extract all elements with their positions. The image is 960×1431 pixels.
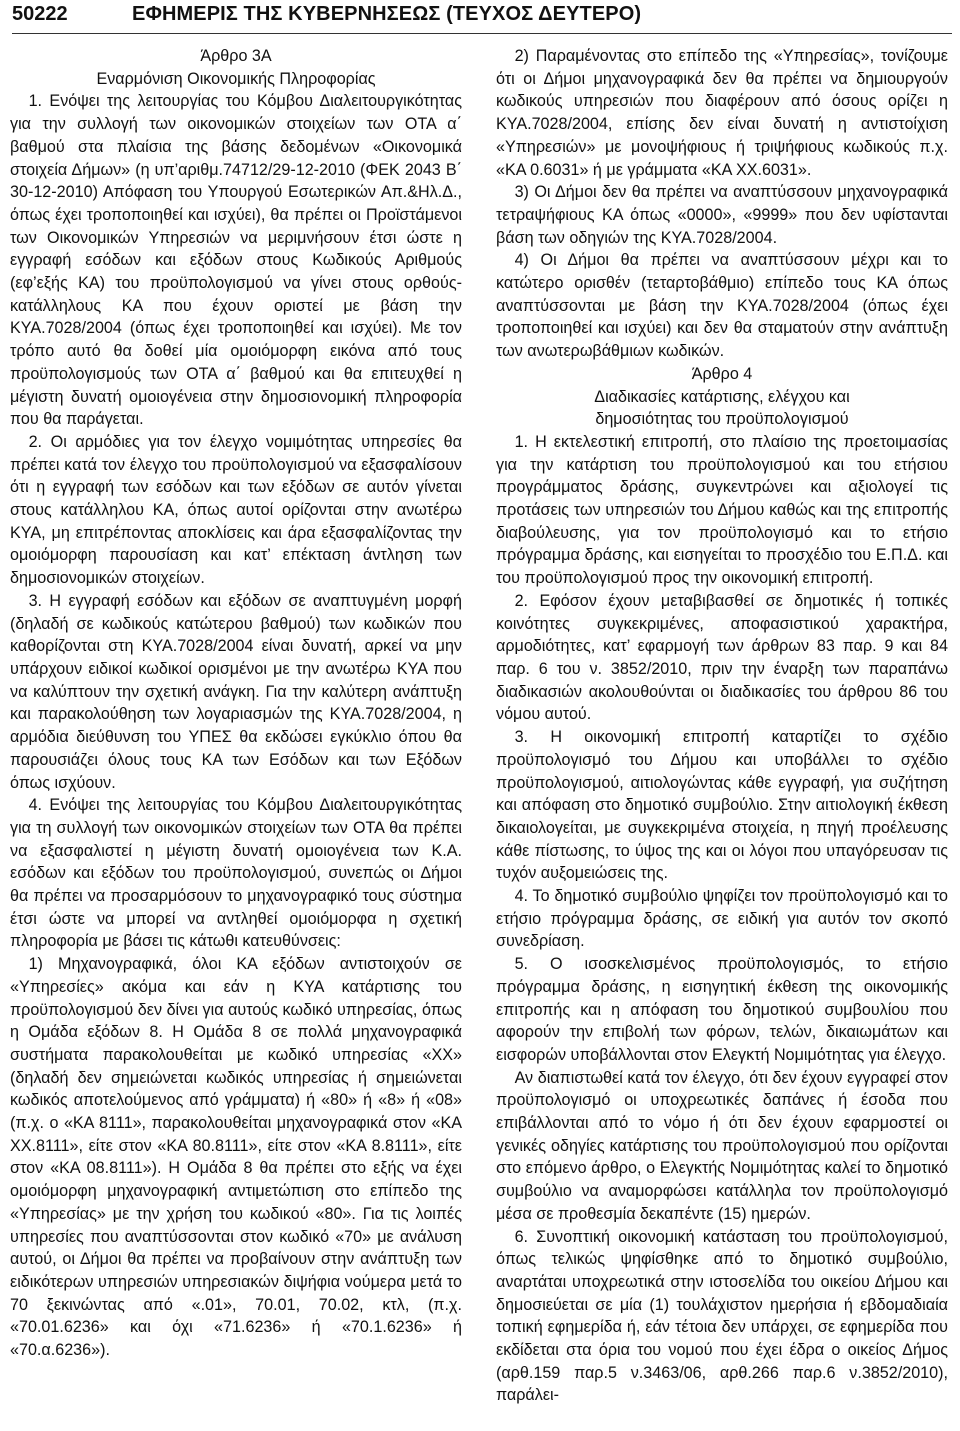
paragraph: 1. Η εκτελεστική επιτροπή, στο πλαίσιο της προετοιμασίας για την κατάρτιση του προϋπολογισμού και του ετήσιου προγράμματος δράσης, συγκεντρώνει και αξιολογεί τις προτάσεις των υπηρεσιών του Δήμου καθώς και της επιτροπής διαβούλευσης, για τον προϋπολογισμό και το ετήσιο πρόγραμμα δράσης, και εισηγείται το προσχέδιο του Ε.Π.Δ. και του προϋπολογισμού προς την οικονομική επιτροπή. — [496, 432, 948, 588]
paragraph: 1. Ενόψει της λειτουργίας του Κόμβου Διαλειτουργικότητας για την συλλογή των οικονομικών στοιχείων των ΟΤΑ α΄ βαθμού στα πλαίσια της βάσης δεδομένων «Οικονομικά στοιχεία Δήμων» (η υπ’αριθμ.74712/29-12-2010 (ΦΕΚ 2043 Β΄ 30-12-2010) Απόφαση του Υπουργού Εσωτερικών Απ.&Ηλ.Δ., όπως έχει τροποποιηθεί και ισχύει), θα πρέπει οι Προϊστάμενοι των Οικονομικών Υπηρεσιών να μεριμνήσουν έτσι ώστε η εγγραφή εσόδων και εξόδων στους Κωδικούς Αριθμούς (εφ’εξής ΚΑ) του προϋπολογισμού να γίνει στους ορθούς-κατάλληλους ΚΑ που έχουν οριστεί με βάση την ΚΥΑ.7028/2004 (όπως έχει τροποποιηθεί και ισχύει). Με τον τρόπο αυτό θα δοθεί μία ομοιόμορφη εικόνα από τους προϋπολογισμούς των ΟΤΑ α΄ βαθμού και θα επιτευχθεί η μέγιστη δυνατή ομοιογένεια στην δημοσιονομική πληροφορία που θα παράγεται. — [10, 92, 462, 429]
paragraph: 4) Οι Δήμοι θα πρέπει να αναπτύσσουν μέχρι και το κατώτερο ορισθέν (τεταρτοβάθμιο) επίπεδο τους ΚΑ όπως αναπτύσσονται με βάση την ΚΥΑ.7028/2004 (όπως έχει τροποποιηθεί και ισχύει) και δεν θα σταματούν στην ανάπτυξη των ανωτερωβάθμιων κωδικών. — [496, 251, 948, 361]
paragraph: 6. Συνοπτική οικονομική κατάσταση του προϋπολογισμού, όπως τελικώς ψηφίσθηκε από το δημοτικό συμβούλιο, αναρτάται υποχρεωτικά στην ιστοσελίδα του οικείου Δήμου και δημοσιεύεται σε μία (1) τουλάχιστον ημερήσια ή εβδομαδιαία τοπική εφημερίδα ή, εάν τέτοια δεν υπάρχει, σε εφημερίδα που εκδίδεται στα όρια του νομού που έχει έδρα ο οικείος Δήμος (αρθ.159 παρ.5 ν.3463/06, αρθ.266 παρ.6 ν.3852/2010), παράλει- — [496, 1227, 948, 1405]
paragraph: 3. Η οικονομική επιτροπή καταρτίζει το σχέδιο προϋπολογισμό του Δήμου και υποβάλλει το σχέδιο προϋπολογισμού, αιτιολογώντας κάθε εγγραφή, για συζήτηση και απόφαση στο δημοτικό συμβούλιο. Στην αιτιολογική έκθεση δικαιολογείται, με συγκεκριμένα στοιχεία, η πηγή προέλευσης κάθε πίστωσης, το ύψος της και οι λόγοι που υπαγόρευσαν τις τυχόν αυξομειώσεις της. — [496, 728, 948, 883]
article-title-line-2: δημοσιότητας του προϋπολογισμού — [595, 410, 849, 429]
header-rule — [12, 33, 952, 34]
paragraph: 1) Μηχανογραφικά, όλοι ΚΑ εξόδων αντιστοιχούν σε «Υπηρεσίες» ακόμα και εάν η ΚΥΑ κατάρτισης του προϋπολογισμού δεν δίνει για αυτούς κωδικό υπηρεσίας, όπως η Ομάδα εξόδων 8. Η Ομάδα 8 σε πολλά μηχανογραφικά συστήματα παρακολουθείται με κωδικό υπηρεσίας «ΧΧ» (δηλαδή δεν σημειώνεται κωδικός υπηρεσίας ή σημειώνεται κωδικός αποτελούμενος από γράμματα) ή «80» ή «8» ή «08» (π.χ. ο «ΚΑ 8111», παρακολουθείται μηχανογραφικά στον «ΚΑ ΧΧ.8111», είτε στον «ΚΑ 80.8111», είτε στον «ΚΑ 8.8111», είτε στον «ΚΑ 08.8111»). Η Ομάδα 8 θα πρέπει στο εξής να έχει ομοιόμορφη μηχανογραφική αντιμετώπιση στο επίπεδο της «Υπηρεσίας» με την χρήση του κωδικού «80». Για τις λοιπές υπηρεσίες που αναπτύσσονται στον κωδικό «70» με ανάλυση αυτού, οι Δήμοι θα πρέπει να προβαίνουν στην ανάπτυξη των ειδικότερων υπηρεσιών υπηρεσιακών διψήφια νούμερα μετά το 70 ξεκινώντας από «.01», 70.01, 70.02, κτλ, (π.χ. «70.01.6236» και όχι «71.6236» ή «70.1.6236» ή «70.α.6236»). — [10, 955, 462, 1360]
article-title: Εναρμόνιση Οικονομικής Πληροφορίας — [96, 69, 376, 88]
running-title: ΕΦΗΜΕΡΙΣ ΤΗΣ ΚΥΒΕΡΝΗΣΕΩΣ (ΤΕΥΧΟΣ ΔΕΥΤΕΡΟ) — [132, 3, 642, 25]
paragraph: 5. Ο ισοσκελισμένος προϋπολογισμός, το ετήσιο πρόγραμμα δράσης, η εισηγητική έκθεση της οικονομικής επιτροπής και η απόφαση του δημοτικού συμβουλίου που αφορούν την επιβολή των φόρων, τελών, δικαιωμάτων και εισφορών υποβάλλονται στον Ελεγκτή Νομιμότητας για έλεγχο. — [496, 955, 948, 1064]
page-number: 50222 — [12, 3, 68, 25]
article-number: Άρθρο 4 — [691, 364, 753, 383]
paragraph: 3) Οι Δήμοι δεν θα πρέπει να αναπτύσσουν μηχανογραφικά τετραψήφιους ΚΑ όπως «0000», «9999» που δεν υφίστανται βάση των οδηγιών της ΚΥΑ.7028/2004. — [496, 183, 948, 247]
right-column — [496, 45, 948, 1407]
paragraph: 2) Παραμένοντας στο επίπεδο της «Υπηρεσίας», τονίζουμε ότι οι Δήμοι μηχανογραφικά δεν θα πρέπει να δημιουργούν κωδικούς υπηρεσιών που διαφέρουν από όσους ορίζει η ΚΥΑ.7028/2004, επίσης δεν είναι δυνατή η αντιστοίχιση «Υπηρεσιών» με μονοψήφιους ή τριψήφιους κωδικούς π.χ. «ΚΑ 0.6031» ή με γράμματα «ΚΑ ΧΧ.6031». — [496, 47, 948, 179]
left-column — [10, 45, 462, 1362]
paragraph: Αν διαπιστωθεί κατά τον έλεγχο, ότι δεν έχουν εγγραφεί στον προϋπολογισμό οι υποχρεωτικές δαπάνες ή έσοδα που επιβάλλονται από το νόμο ή ότι δεν έχουν εφαρμοστεί οι γενικές οδηγίες κατάρτισης του προϋπολογισμού που ορίζονται στο επόμενο άρθρο, ο Ελεγκτής Νομιμότητας καλεί το δημοτικό συμβούλιο να αναμορφώσει κατάλληλα τον προϋπολογισμό μέσα σε προθεσμία δεκαπέντε (15) ημερών. — [496, 1068, 948, 1223]
paragraph: 2. Οι αρμόδιες για τον έλεγχο νομιμότητας υπηρεσίες θα πρέπει κατά τον έλεγχο του προϋπολογισμού να εξασφαλίσουν ότι η εγγραφή των εσόδων και των εξόδων σε αυτόν γίνεται στους κατάλληλου ΚΑ, όπως αυτοί ορίζονται στην ανωτέρω ΚΥΑ, μη επιτρέποντας αποκλίσεις και άρα εξασφαλίζοντας την ομοιόμορφη παρουσίαση και κατ’ επέκταση άντληση των δημοσιονομικών στοιχείων. — [10, 432, 462, 588]
article-title-line-1: Διαδικασίες κατάρτισης, ελέγχου και — [594, 387, 850, 406]
paragraph: 2. Εφόσον έχουν μεταβιβασθεί σε δημοτικές ή τοπικές κοινότητες συγκεκριμένες, αποφασιστικού χαρακτήρα, αρμοδιότητες, κατ’ εφαρμογή των άρθρων 83 παρ. 9 και 84 παρ. 6 του ν. 3852/2010, πριν την έναρξη των παραπάνω διαδικασιών ακολουθούνται οι διαδικασίες του άρθρου 86 του νόμου αυτού. — [496, 591, 948, 724]
article-number: Άρθρο 3Α — [200, 47, 272, 65]
paragraph: 3. Η εγγραφή εσόδων και εξόδων σε αναπτυγμένη μορφή (δηλαδή σε κωδικούς κατώτερου βαθμού) των κωδικών που καθορίζονται στη ΚΥΑ.7028/2004 είναι δυνατή, αρκεί να μην υπάρχουν ειδικοί κωδικοί ορισμένοι με την ανωτέρω ΚΥΑ που να καλύπτουν την σχετική ανάγκη. Για την καλύτερη ανάπτυξη και παρακολούθηση των λογαριασμών της ΚΥΑ.7028/2004, η αρμόδια διεύθυνση του ΥΠΕΣ θα εκδώσει εγκύκλιο όπου θα παρουσιάζει όλους τους ΚΑ των Εσόδων και των Εξόδων όπως ισχύουν. — [10, 591, 462, 792]
paragraph: 4. Το δημοτικό συμβούλιο ψηφίζει τον προϋπολογισμό και το ετήσιο πρόγραμμα δράσης, σε ειδική για αυτόν τον σκοπό συνεδρίαση. — [496, 887, 948, 951]
paragraph: 4. Ενόψει της λειτουργίας του Κόμβου Διαλειτουργικότητας για τη συλλογή των οικονομικών στοιχείων των ΟΤΑ θα πρέπει να εξασφαλιστεί η μέγιστη δυνατή ομοιογένεια των Κ.Α. εσόδων και εξόδων του προϋπολογισμού, συνεπώς οι Δήμοι θα πρέπει να προσαρμόσουν το μηχανογραφικό τους σύστημα έτσι ώστε να μπορεί να αντληθεί ομοιόμορφα η σχετική πληροφορία με βάσει τις κάτωθι κατευθύνσεις: — [10, 796, 462, 951]
